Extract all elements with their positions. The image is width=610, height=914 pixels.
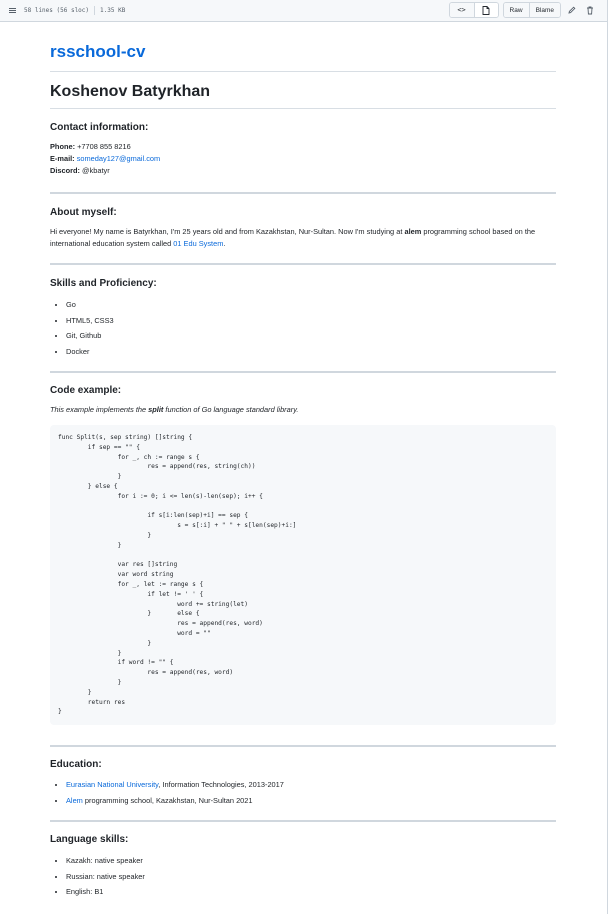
- email-link[interactable]: someday127@gmail.com: [76, 154, 161, 163]
- education-list: [50, 777, 556, 808]
- code-view-button[interactable]: [450, 3, 474, 17]
- discord-label: Discord:: [50, 166, 80, 175]
- email-line: [50, 153, 556, 165]
- file-meta: [24, 6, 125, 15]
- divider: [50, 371, 556, 373]
- preview-button[interactable]: [474, 3, 498, 17]
- discord-line: [50, 165, 556, 177]
- about-text-2: programming school based on the international education system called: [50, 227, 536, 248]
- code-desc-1: This example implements the: [50, 405, 149, 414]
- list-item: • Docker: [66, 344, 556, 360]
- edit-button[interactable]: [565, 2, 579, 18]
- about-text-3: .: [223, 239, 226, 248]
- raw-button[interactable]: Raw: [504, 3, 529, 17]
- email-label: E-mail:: [50, 154, 75, 163]
- edu-system-link[interactable]: 01 Edu System: [173, 239, 224, 248]
- list-item: • Russian: native speaker: [66, 869, 556, 885]
- skills-heading: Skills and Proficiency:: [50, 278, 157, 289]
- blame-button[interactable]: Blame: [529, 3, 560, 17]
- trash-icon: [586, 6, 594, 15]
- list-item: [66, 793, 556, 809]
- divider: [50, 820, 556, 822]
- phone-label: Phone:: [50, 142, 76, 151]
- education-detail: programming school, Kazakhstan, Nur-Sultan 2021: [82, 795, 253, 805]
- code-desc-2: function of Go language standard library.: [163, 405, 299, 414]
- code-heading: Code example:: [50, 385, 122, 396]
- file-size: 1.35 KB: [100, 7, 126, 14]
- alem-link[interactable]: Alem: [66, 795, 83, 805]
- skills-list: [50, 297, 556, 359]
- list-item: • HTML5, CSS3: [66, 313, 556, 329]
- discord-value: @kbatyr: [82, 166, 110, 175]
- contact-heading: Contact information:: [50, 122, 149, 133]
- delete-button[interactable]: [583, 2, 597, 18]
- education-detail: , Information Technologies, 2013-2017: [158, 780, 284, 790]
- person-name: Koshenov Batyrkhan: [50, 72, 556, 109]
- list-item: • Git, Github: [66, 328, 556, 344]
- code-desc-bold: split: [148, 405, 164, 414]
- about-heading: About myself:: [50, 207, 117, 218]
- languages-heading: Language skills:: [50, 834, 129, 846]
- file-toolbar: [449, 2, 597, 18]
- lines-icon[interactable]: [9, 7, 17, 15]
- phone-line: [50, 141, 556, 153]
- about-bold: alem: [404, 227, 422, 236]
- view-toggle: [449, 2, 499, 18]
- about-text: [50, 226, 556, 250]
- code-block[interactable]: func Split(s, sep string) []string { if sep == "" { for _, ch := range s { res = append(res, string(ch)) } } else { for i := 0; i <= len(s)-len(sep); i++ { if s[i:len(sep)+i] == sep { s = s[:i] + " " + s[len(sep)+i:] } } var res []string var word string for _, let := range s { if let != ' ' { word += string(let) } else { res = append(res, word) word = "" } } if word != "" { res = append(res, word) } } return res }: [50, 425, 556, 725]
- code-description: [50, 404, 556, 416]
- divider: [50, 745, 556, 747]
- file-icon: [482, 6, 490, 15]
- contact-block: [50, 141, 556, 177]
- about-text-1: Hi everyone! My name is Batyrkhan, I'm 25 years old and from Kazakhstan, Nur-Sultan. Now I'm studying at: [50, 227, 405, 236]
- pencil-icon: [568, 6, 576, 14]
- code-icon: <>: [457, 6, 466, 14]
- divider: [50, 192, 556, 194]
- list-item: [66, 777, 556, 793]
- readme-article: [50, 22, 556, 900]
- divider: [94, 6, 95, 15]
- line-count: 58 lines (56 sloc): [24, 7, 90, 14]
- phone-value: +7708 855 8216: [77, 142, 131, 151]
- file-header-bar: [0, 0, 607, 22]
- divider: [50, 263, 556, 265]
- raw-blame-group: [503, 2, 561, 18]
- repo-title: rsschool-cv: [50, 22, 556, 72]
- university-link[interactable]: Eurasian National University: [66, 780, 159, 790]
- languages-list: [50, 853, 556, 900]
- list-item: • Kazakh: native speaker: [66, 853, 556, 869]
- education-heading: Education:: [50, 759, 102, 771]
- list-item: • Go: [66, 297, 556, 313]
- list-item: • English: B1: [66, 884, 556, 900]
